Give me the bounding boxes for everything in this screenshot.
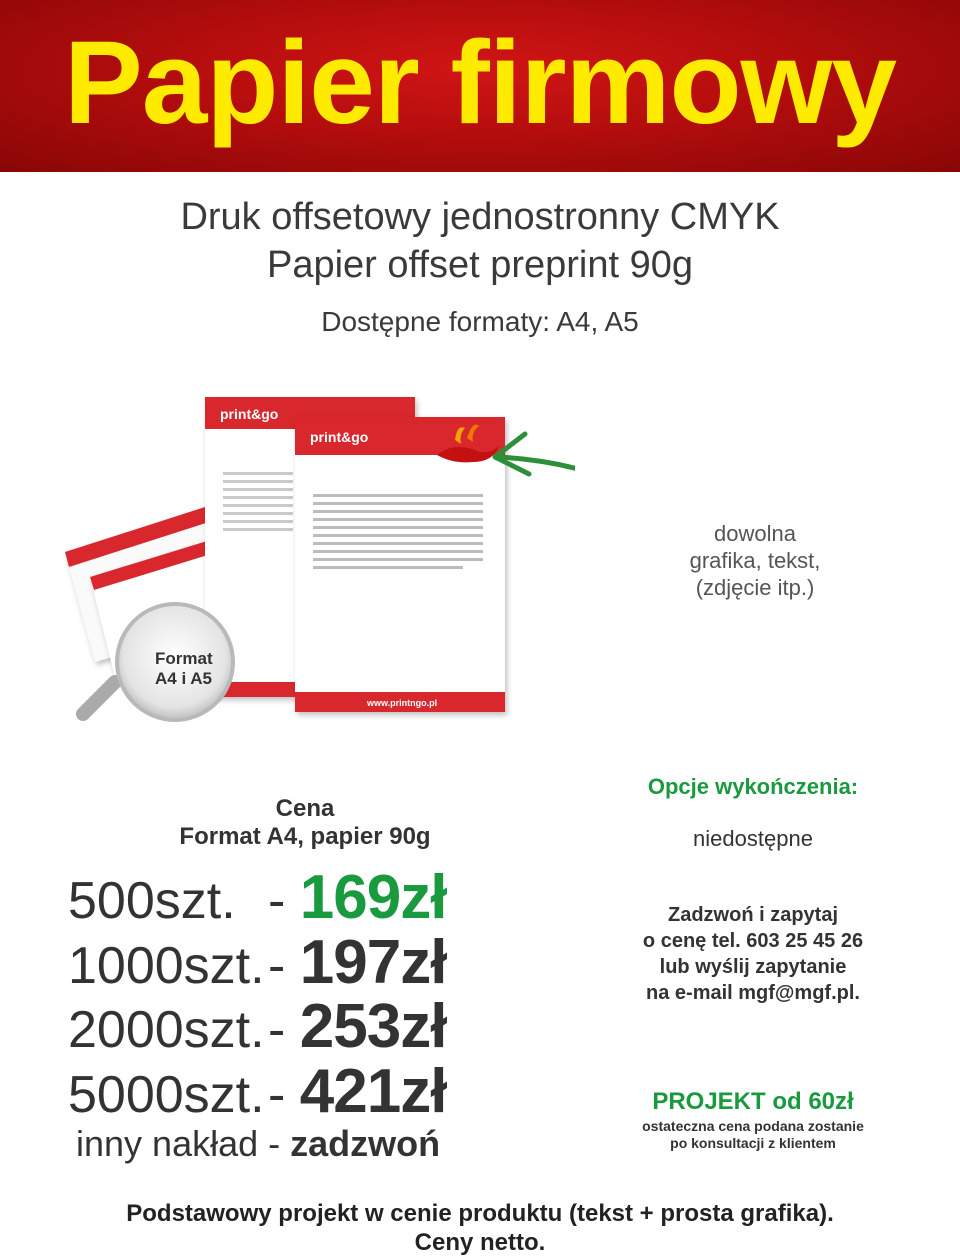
print-type: Druk offsetowy jednostronny CMYK [180,196,780,238]
brand-logo-back: print&go [220,406,279,422]
price-heading: Cena [275,795,335,822]
letterhead-sheet-front [295,417,505,712]
price-quantity: 1000szt. [68,937,265,995]
other-quantity: inny nakład - zadzwoń [76,1123,441,1164]
price-separator: - [268,937,300,995]
price-row [68,862,446,933]
call-action: zadzwoń [290,1123,441,1164]
finishing-options-title: Opcje wykończenia: [647,774,859,799]
footer-net-prices: Ceny netto. [414,1229,546,1256]
format-badge-line2: A4 i A5 [155,669,213,688]
page-title: Papier firmowy [64,17,896,149]
price-row [68,927,446,998]
project-note: ostateczna cena podana zostanie po konsultacji z klientem [642,1118,864,1151]
price-quantity: 2000szt. [68,1001,265,1059]
header-banner [0,0,960,172]
price-amount: 169zł [299,863,447,932]
project-price: PROJEKT od 60zł [652,1088,854,1115]
letterhead-illustration [55,362,575,727]
price-separator: - [268,1001,300,1059]
price-subheading: Format A4, papier 90g [179,823,431,850]
footer-note: Podstawowy projekt w cenie produktu (tekst + prosta grafika). [126,1200,834,1227]
graphics-note: dowolna grafika, tekst, (zdjęcie itp.) [689,521,821,600]
price-amount: 421zł [299,1057,447,1126]
website-url: www.printngo.pl [367,698,438,708]
available-formats: Dostępne formaty: A4, A5 [321,306,639,337]
price-amount: 253zł [299,992,447,1061]
price-quantity: 500szt. [68,872,236,930]
format-badge-line1: Format [155,649,213,668]
finishing-options-value: niedostępne [693,826,813,851]
price-separator: - [268,872,300,930]
brand-logo-front: print&go [310,429,369,445]
green-arrow-icon [495,434,575,530]
price-separator: - [268,1066,300,1124]
price-amount: 197zł [299,928,447,997]
price-row [68,991,446,1062]
paper-type: Papier offset preprint 90g [266,244,693,286]
price-quantity: 5000szt. [68,1066,265,1124]
contact-info: Zadzwoń i zapytaj o cenę tel. 603 25 45 26 lub wyślij zapytanie na e-mail mgf@mgf.pl. [642,904,864,1004]
price-row [68,1056,446,1127]
